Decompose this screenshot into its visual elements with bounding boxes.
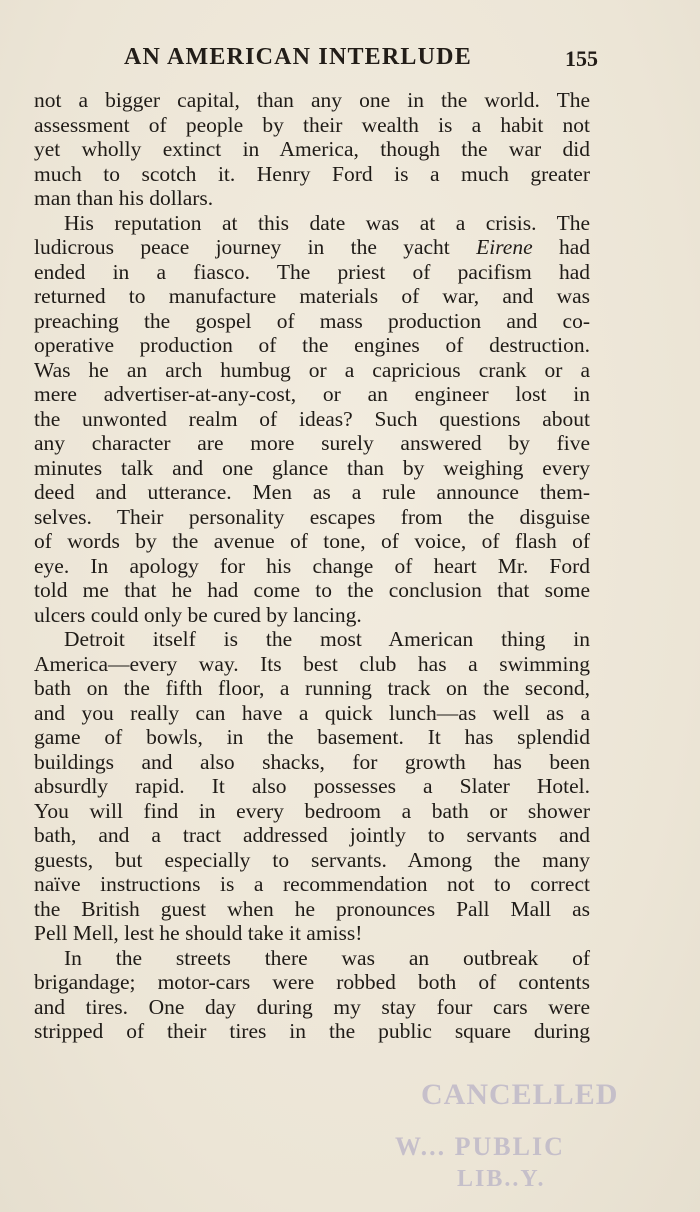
- body-text: [34, 88, 590, 1044]
- library-stamp: [395, 1078, 630, 1208]
- text-line: told me that he had come to the conclusion that some: [34, 578, 590, 602]
- running-head: AN AMERICAN INTERLUDE: [124, 44, 472, 70]
- text-line: game of bowls, in the basement. It has splendid: [34, 725, 590, 749]
- text-line: much to scotch it. Henry Ford is a much greater: [34, 161, 590, 186]
- text-line: and you really can have a quick lunch—as well as a: [34, 700, 590, 725]
- text-line: naïve instructions is a recommendation not to correct: [34, 872, 590, 896]
- text-line: the British guest when he pronounces Pall Mall as: [34, 896, 590, 921]
- text-line: deed and utterance. Men as a rule announce them-: [34, 480, 590, 504]
- text-line: eye. In apology for his change of heart Mr. Ford: [34, 553, 590, 578]
- text-line: His reputation at this date was at a crisis. The: [64, 210, 590, 235]
- text-line: You will find in every bedroom a bath or shower: [34, 798, 590, 823]
- text-line: yet wholly extinct in America, though the war did: [34, 137, 590, 161]
- text-line: minutes talk and one glance than by weighing every: [34, 455, 590, 480]
- text-line: preaching the gospel of mass production and co-: [34, 308, 590, 333]
- text-line: bath on the fifth floor, a running track on the second,: [34, 676, 590, 700]
- text-line: brigandage; motor-cars were robbed both of contents: [34, 970, 590, 994]
- text-line: bath, and a tract addressed jointly to servants and: [34, 823, 590, 847]
- text-line: buildings and also shacks, for growth has been: [34, 749, 590, 774]
- text-line: assessment of people by their wealth is a habit not: [34, 112, 590, 137]
- text-line-eirene: ludicrous peace journey in the yacht Eirene had: [34, 235, 590, 259]
- text-line: the unwonted realm of ideas? Such questions about: [34, 406, 590, 431]
- text-line: Was he an arch humbug or a capricious crank or a: [34, 357, 590, 382]
- text-line: man than his dollars.: [34, 186, 214, 210]
- stamp-text-cancelled: CANCELLED: [421, 1078, 619, 1111]
- stamp-text-public: W... PUBLIC: [395, 1132, 565, 1161]
- text-line: returned to manufacture materials of war, and was: [34, 284, 590, 308]
- text-line: and tires. One day during my stay four cars were: [34, 994, 590, 1019]
- text-line: In the streets there was an outbreak of: [64, 945, 590, 970]
- page-number: 155: [565, 46, 598, 71]
- text-line: America—every way. Its best club has a swimming: [34, 651, 590, 676]
- text-line: ended in a fiasco. The priest of pacifism had: [34, 259, 590, 284]
- page-header: [34, 44, 598, 78]
- text-line: of words by the avenue of tone, of voice, of flash of: [34, 529, 590, 553]
- text-line: selves. Their personality escapes from the disguise: [34, 504, 590, 529]
- text-line: any character are more surely answered by five: [34, 431, 590, 455]
- text-line: mere advertiser-at-any-cost, or an engineer lost in: [34, 382, 590, 406]
- text-line: not a bigger capital, than any one in the world. The: [34, 88, 590, 112]
- text-line: ulcers could only be cured by lancing.: [34, 602, 362, 627]
- text-line: Pell Mell, lest he should take it amiss!: [34, 921, 363, 945]
- text-line: stripped of their tires in the public square during: [34, 1019, 590, 1043]
- text-line: guests, but especially to servants. Among the many: [34, 847, 590, 872]
- stamp-text-library: LIB..Y.: [457, 1166, 546, 1192]
- text-line: absurdly rapid. It also possesses a Slater Hotel.: [34, 774, 590, 798]
- text-line: operative production of the engines of destruction.: [34, 333, 590, 357]
- text-line: Detroit itself is the most American thing in: [64, 627, 590, 651]
